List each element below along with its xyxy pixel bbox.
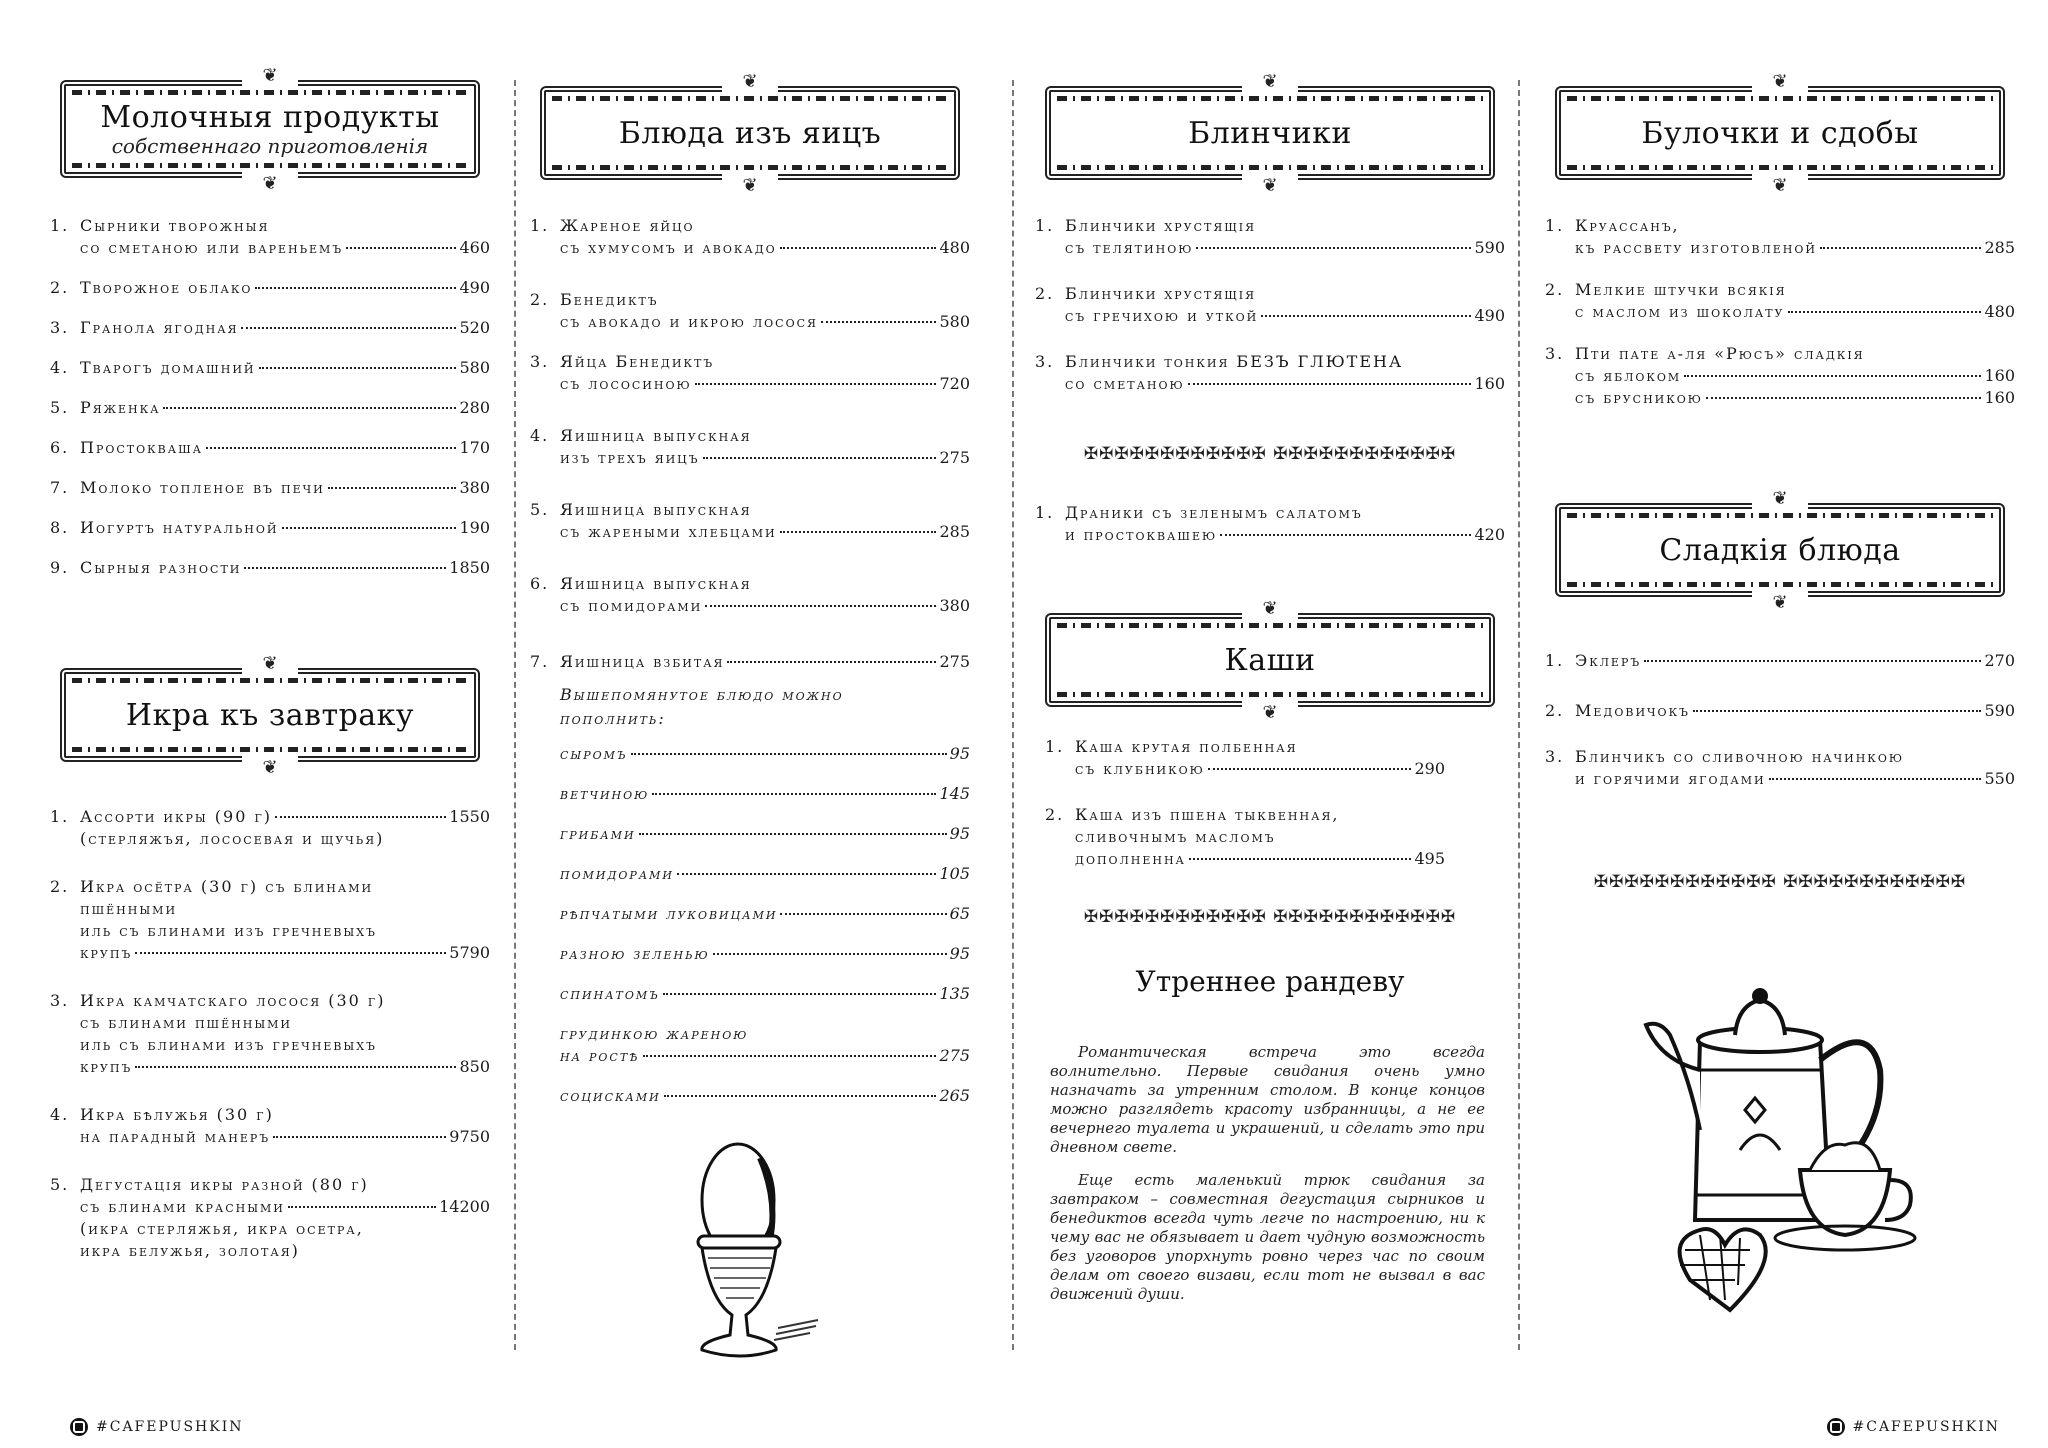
menu-item: 9. Сырныя разности 1850: [50, 558, 490, 577]
addons-heading: Вышепомянутое блюдо можно пополнить:: [560, 685, 844, 728]
section-title: Блюда изъ яицъ: [618, 115, 882, 151]
price: 170: [459, 438, 490, 457]
price: 480: [939, 238, 970, 257]
porridge-list: [1045, 736, 1445, 888]
price: 135: [939, 984, 970, 1003]
price: 490: [459, 278, 490, 297]
menu-item: 2. Бенедиктъ съ авокадо и икрою лосося 580: [530, 290, 970, 331]
ornament-icon: ❦: [722, 70, 778, 92]
price: 9750: [449, 1127, 490, 1146]
menu-item: 3. Икра камчатскаго лосося (30 г) съ блинами пшёнными иль съ блинами изъ гречневыхъ крупъ 850: [50, 991, 490, 1076]
menu-item: 2. Блинчики хрустящія съ гречихою и уткой 490: [1035, 284, 1505, 325]
column-divider: [514, 80, 516, 1350]
addon-item: грудинкою жареною на ростѣ 275: [560, 1024, 970, 1065]
ornament-icon: ❦: [1242, 174, 1298, 196]
column-divider: [1518, 80, 1520, 1350]
price: 420: [1474, 525, 1505, 544]
price: 160: [1984, 366, 2015, 385]
column-divider: [1012, 80, 1014, 1350]
addon-item: грибами 95: [560, 824, 970, 843]
price: 720: [939, 374, 970, 393]
price: 95: [949, 944, 970, 963]
section-header-dairy: [60, 64, 480, 194]
column-pancakes-porridge: [1035, 0, 1505, 1448]
ornament-icon: ❦: [1752, 487, 1808, 509]
menu-item: 5. Ряженка 280: [50, 398, 490, 417]
menu-item: 6. Яишница выпускная съ помидорами 380: [530, 574, 970, 615]
menu-item: 3. Гранола ягодная 520: [50, 318, 490, 337]
menu-item: 7. Яишница взбитая 275: [530, 652, 970, 671]
hashtag: #CAFEPUSHKIN: [1852, 1419, 2000, 1435]
menu-item: 8. Иогуртъ натуральной 190: [50, 518, 490, 537]
addon-item: сыромъ 95: [560, 744, 970, 763]
price: 14200: [439, 1197, 490, 1216]
column-eggs: [530, 0, 970, 1448]
eggs-list: [530, 215, 970, 1125]
addon-item: помидорами 105: [560, 864, 970, 883]
price: 520: [459, 318, 490, 337]
price: 590: [1474, 238, 1505, 257]
menu-item: 2. Творожное облако 490: [50, 278, 490, 297]
ornament-icon: ❦: [242, 172, 298, 194]
section-header-buns: [1555, 70, 2005, 196]
instagram-footer[interactable]: [1827, 1418, 2001, 1436]
column-dairy-caviar: [50, 0, 490, 1448]
price: 1550: [449, 807, 490, 826]
menu-item: 1. Блинчики хрустящія съ телятиною 590: [1035, 216, 1505, 257]
menu-item: 2. Икра осётра (30 г) съ блинами пшёнными иль съ блинами изъ гречневыхъ крупъ 5790: [50, 877, 490, 962]
rendezvous-title: Утреннее рандеву: [1135, 965, 1405, 998]
price: 265: [939, 1086, 970, 1105]
menu-item: 2. Каша изъ пшена тыквенная, сливочнымъ масломъ дополненна 495: [1045, 805, 1445, 868]
price: 480: [1984, 302, 2015, 321]
menu-item: 1. Сырники творожныя со сметаною или вареньемъ 460: [50, 216, 490, 257]
hashtag: #CAFEPUSHKIN: [96, 1419, 244, 1435]
section-title: Сладкія блюда: [1659, 532, 1901, 568]
rendezvous-text: Романтическая встреча это всегда волнительно. Первые свидания очень умно назначать за утренним столом. В конце концов можно разглядеть красоту избранницы, а не ее вечернего туалета и украшений, и сделать это при дневном свете. Еще есть маленький трюк свидания за завтраком – совместная дегустация сырников и бенедиктов всегда чуть легче по настроению, ни к чему вас не обязывает и дает чудную возможность без уговоров упорхнуть ровно через час по своим делам от своего визави, если тот не вызвал в вас движений души.: [1050, 1043, 1485, 1303]
section-title: Икра къ завтраку: [125, 697, 415, 733]
ornament-icon: ❦: [242, 64, 298, 86]
addon-item: рѣпчатыми луковицами 65: [560, 904, 970, 923]
menu-item: 3. Блинчики тонкия БЕЗЪ ГЛЮТЕНА со сметаною 160: [1035, 352, 1505, 393]
price: 65: [949, 904, 970, 923]
ornament-icon: ❦: [1242, 701, 1298, 723]
price: 280: [459, 398, 490, 417]
menu-item: 4. Яишница выпускная изъ трехъ яицъ 275: [530, 426, 970, 467]
price: 270: [1984, 651, 2015, 670]
price: 380: [459, 478, 490, 497]
ornament-icon: ❦: [1752, 174, 1808, 196]
dairy-list: [50, 215, 490, 597]
section-header-caviar: [60, 652, 480, 778]
price: 95: [949, 744, 970, 763]
menu-item: 7. Молоко топленое въ печи 380: [50, 478, 490, 497]
section-title: Каши: [1224, 642, 1316, 678]
price: 580: [459, 358, 490, 377]
price: 1850: [449, 558, 490, 577]
menu-item: 3. Яйца Бенедиктъ съ лососиною 720: [530, 352, 970, 393]
pancakes-list: [1035, 215, 1505, 413]
section-header-porridge: [1045, 597, 1495, 723]
draniki-list: [1035, 502, 1505, 564]
ornament-icon: ❦: [242, 756, 298, 778]
price: 105: [939, 864, 970, 883]
menu-item: 2. Медовичокъ 590: [1545, 701, 2015, 720]
menu-item: 1. Каша крутая полбенная съ клубникою 290: [1045, 737, 1445, 778]
ornamental-divider: ✠✠✠✠✠✠✠✠✠✠✠✠ ✠✠✠✠✠✠✠✠✠✠✠✠: [1593, 872, 1967, 892]
price: 275: [939, 448, 970, 467]
price: 550: [1984, 769, 2015, 788]
menu-item: 3. Пти пате а-ля «Рюсъ» сладкія съ яблоком 160 съ брусникою 160: [1545, 344, 2015, 407]
price: 160: [1984, 388, 2015, 407]
ornament-icon: ❦: [1752, 70, 1808, 92]
ornament-icon: ❦: [722, 174, 778, 196]
price: 495: [1414, 849, 1445, 868]
ornamental-divider: ✠✠✠✠✠✠✠✠✠✠✠✠ ✠✠✠✠✠✠✠✠✠✠✠✠: [1083, 444, 1457, 464]
ornament-icon: ❦: [242, 652, 298, 674]
menu-item: 5. Дегустація икры разной (80 г) съ блинами красными 14200 (икра стерляжья, икра осетра, икра белужья, золотая): [50, 1175, 490, 1260]
price: 275: [939, 652, 970, 671]
instagram-icon: [70, 1418, 88, 1436]
addon-item: ветчиною 145: [560, 784, 970, 803]
menu-item: 3. Блинчикъ со сливочною начинкою и горячими ягодами 550: [1545, 747, 2015, 788]
price: 460: [459, 238, 490, 257]
price: 590: [1984, 701, 2015, 720]
sweets-list: [1545, 650, 2015, 808]
ornamental-divider: ✠✠✠✠✠✠✠✠✠✠✠✠ ✠✠✠✠✠✠✠✠✠✠✠✠: [1083, 907, 1457, 927]
price: 95: [949, 824, 970, 843]
price: 850: [459, 1057, 490, 1076]
section-title: Булочки и сдобы: [1641, 115, 1919, 151]
price: 285: [939, 522, 970, 541]
price: 290: [1414, 759, 1445, 778]
menu-item: 6. Простокваша 170: [50, 438, 490, 457]
price: 275: [939, 1046, 970, 1065]
menu-item: 1. Драники съ зеленымъ салатомъ и простоквашею 420: [1035, 503, 1505, 544]
section-header-eggs: [540, 70, 960, 196]
ornament-icon: ❦: [1242, 597, 1298, 619]
buns-list: [1545, 215, 2015, 427]
price: 380: [939, 596, 970, 615]
menu-item: 1. Эклеръ 270: [1545, 651, 2015, 670]
section-subtitle: собственнаго приготовленія: [111, 133, 429, 158]
price: 490: [1474, 306, 1505, 325]
instagram-footer[interactable]: [70, 1418, 244, 1436]
column-buns-sweets: [1545, 0, 2015, 1448]
teapot-illustration: [1640, 980, 1940, 1320]
section-title: Блинчики: [1188, 115, 1352, 151]
menu-item: 4. Икра бѣлужья (30 г) на парадный манеръ 9750: [50, 1105, 490, 1146]
ornament-icon: ❦: [1752, 591, 1808, 613]
price: 190: [459, 518, 490, 537]
price: 160: [1474, 374, 1505, 393]
egg-cup-illustration: [680, 1130, 820, 1370]
addon-item: спинатомъ 135: [560, 984, 970, 1003]
menu-item: 5. Яишница выпускная съ жареными хлебцами 285: [530, 500, 970, 541]
menu-item: 1. Жареное яйцо съ хумусомъ и авокадо 480: [530, 216, 970, 257]
menu-item: 1. Ассорти икры (90 г) 1550 (стерляжъя, лососевая и щучья): [50, 807, 490, 848]
addon-item: разною зеленью 95: [560, 944, 970, 963]
section-title: Молочныя продукты: [100, 99, 440, 135]
price: 285: [1984, 238, 2015, 257]
price: 145: [939, 784, 970, 803]
addon-item: социсками 265: [560, 1086, 970, 1105]
price: 5790: [449, 943, 490, 962]
price: 580: [939, 312, 970, 331]
section-header-sweets: [1555, 487, 2005, 613]
caviar-list: [50, 806, 490, 1280]
menu-item: 4. Тварогъ домашний 580: [50, 358, 490, 377]
menu-item: 1. Круассанъ, къ рассвету изготовленой 285: [1545, 216, 2015, 257]
section-header-pancakes: [1045, 70, 1495, 196]
menu-item: 2. Мелкие штучки всякія с маслом из шоколату 480: [1545, 280, 2015, 321]
ornament-icon: ❦: [1242, 70, 1298, 92]
instagram-icon: [1827, 1418, 1845, 1436]
